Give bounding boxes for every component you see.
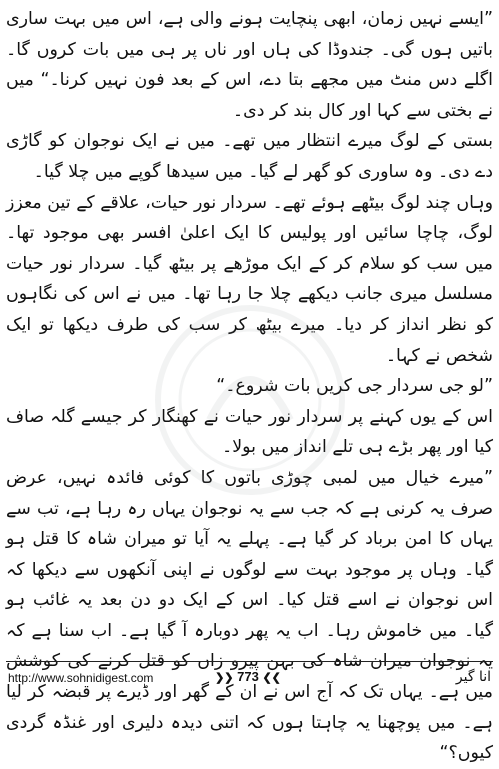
page-footer: [0, 661, 499, 699]
paragraph-5: اس کے یوں کہنے پر سردار نور حیات نے کھنگار کر جیسے گلہ صاف کیا اور پھر بڑے ہی تلے انداز میں بولا۔: [6, 406, 493, 458]
page-number-value: 773: [237, 669, 259, 684]
page-number: [213, 669, 283, 684]
paragraph-2: بستی کے لوگ میرے انتظار میں تھے۔ میں نے ایک نوجوان کو گاڑی دے دی۔ وہ ساوری کو گھر لے گیا۔ میں سیدھا گوپے میں چلا گیا۔: [6, 131, 493, 182]
novel-title: انا گیر: [455, 669, 491, 685]
paragraph-6: ”میرے خیال میں لمبی چوڑی باتوں کا کوئی فائدہ نہیں، عرض صرف یہ کرنی ہے کہ جب سے یہ نوجوان یہاں رہ رہا ہے، تب سے یہاں کا امن برباد کر گیا ہے۔ پہلے یہ آیا تو میران شاہ کا قتل ہو گیا۔ وہاں پر موجود بہت سے لوگوں نے اپنی آنکھوں سے دیکھا کہ اس نوجوان نے اسے قتل کیا۔ اس کے ایک دو دن بعد یہ غائب ہو گیا۔ میں خاموش رہا۔ اب یہ پھر دوبارہ آ گیا ہے۔ اب سنا ہے کہ یہ نوجوان میران شاہ کی بہن پیرو زاں کو قتل کرنے کی کوشش میں ہے۔ یہاں تک کہ آج اس نے ان کے گھر اور ڈیرے پر قبضہ کر لیا ہے۔ میں پوچھنا یہ چاہتا ہوں کہ اتنی دیدہ دلیری اور غنڈہ گردی کیوں؟“: [6, 467, 493, 764]
paragraph-3: وہاں چند لوگ بیٹھے ہوئے تھے۔ سردار نور حیات، علاقے کے تین معزز لوگ، چاچا سائیں اور پولیس کا ایک اعلیٰ افسر بھی موجود تھا۔ میں سب کو سلام کر کے ایک موڑھے پر بیٹھ گیا۔ سردار نور حیات مسلسل میری جانب دیکھے چلا جا رہا تھا۔ میں نے اس کی نگاہوں کو نظر انداز کر دیا۔ میرے بیٹھ کر سب کی طرف دیکھا تو ایک شخص نے کہا۔: [6, 192, 493, 366]
footer-divider: [6, 661, 493, 662]
paragraph-1: ”ایسے نہیں زمان، ابھی پنچایت ہونے والی ہے، اس میں بہت ساری باتیں ہوں گی۔ جندوڈا کی ہاں اور ناں پر ہی میں بات کروں گا۔ اگلے دس منٹ میں مجھے بتا دے، اس کے بعد فون نہیں کرنا۔“ میں نے بختی سے کہا اور کال بند کر دی۔: [6, 9, 493, 121]
paragraph-4: ”لو جی سردار جی کریں بات شروع۔“: [216, 376, 493, 397]
body-text: [6, 4, 493, 769]
ornament-right-icon: ❮❮: [262, 672, 281, 684]
footer-url[interactable]: http://www.sohnidigest.com: [8, 671, 154, 685]
ornament-left-icon: ❯❯: [215, 672, 234, 684]
